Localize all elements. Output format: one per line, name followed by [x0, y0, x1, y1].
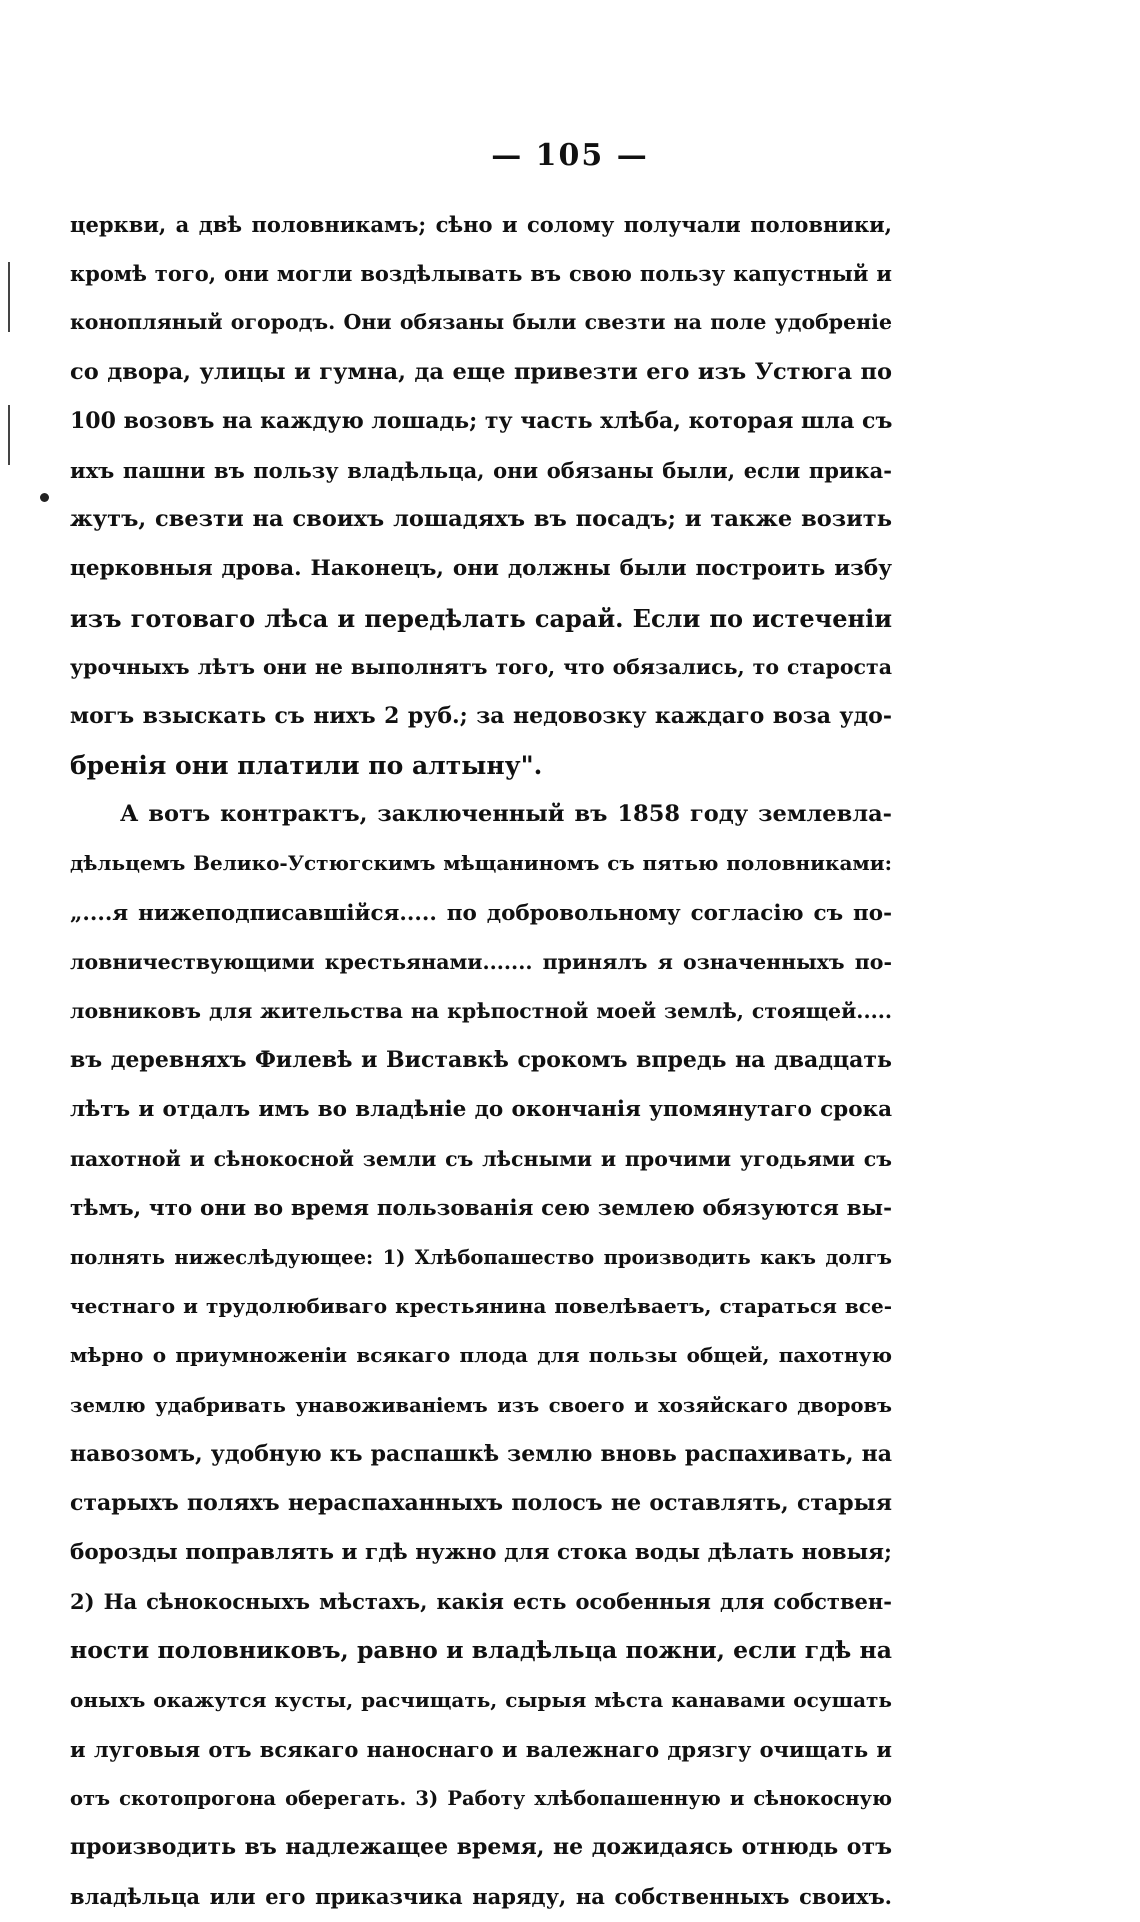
text-line: ловничествующими крестьянами....... принялъ я означенныхъ по-	[70, 949, 892, 974]
text-line: со двора, улицы и гумна, да еще привезти его изъ Устюга по	[70, 358, 892, 385]
text-line: кромѣ того, они могли воздѣлывать въ свою пользу капустный и	[70, 261, 892, 287]
text-line: ности половниковъ, равно и владѣльца пожни, если гдѣ на	[70, 1636, 892, 1665]
text-line: 100 возовъ на каждую лошадь; ту часть хлѣба, которая шла съ	[70, 407, 892, 434]
page-number: — 105 —	[491, 138, 649, 173]
text-line: тѣмъ, что они во время пользованія сею землею обязуются вы-	[70, 1195, 892, 1221]
text-line: 2) На сѣнокосныхъ мѣстахъ, какія есть особенныя для собствен-	[70, 1589, 892, 1615]
text-line: „....я нижеподписавшійся..... по добровольному согласію съ по-	[70, 900, 892, 926]
text-line: дѣльцемъ Велико-Устюгскимъ мѣщаниномъ съ пятью половниками:	[70, 851, 892, 876]
text-line: могъ взыскать съ нихъ 2 руб.; за недовозку каждаго воза удо-	[70, 702, 892, 729]
text-line: церковныя дрова. Наконецъ, они должны были построить избу	[70, 556, 892, 582]
text-body	[70, 200, 892, 1922]
text-line: землю удабривать унавоживаніемъ изъ своего и хозяйскаго дворовъ	[70, 1393, 892, 1417]
text-line: оныхъ окажутся кусты, расчищать, сырыя мѣста канавами осушать	[70, 1687, 892, 1712]
text-line: въ деревняхъ Филевѣ и Виставкѣ срокомъ впредь на двадцать	[70, 1047, 892, 1074]
text-line: лѣтъ и отдалъ имъ во владѣніе до окончанія упомянутаго срока	[70, 1097, 892, 1123]
text-line: борозды поправлять и гдѣ нужно для стока воды дѣлать новыя;	[70, 1540, 892, 1566]
text-line: конопляный огородъ. Они обязаны были свезти на поле удобреніе	[70, 310, 892, 335]
text-line: урочныхъ лѣтъ они не выполнятъ того, что обязались, то староста	[70, 654, 892, 679]
text-line: ихъ пашни въ пользу владѣльца, они обязаны были, если прика-	[70, 457, 892, 483]
text-line: навозомъ, удобную къ распашкѣ землю вновь распахивать, на	[70, 1440, 892, 1467]
margin-line-middle	[8, 405, 10, 465]
text-line: производить въ надлежащее время, не дожидаясь отнюдь отъ	[70, 1834, 892, 1861]
text-line: владѣльца или его приказчика наряду, на собственныхъ своихъ.	[70, 1884, 892, 1910]
text-line: бренія они платили по алтыну".	[70, 751, 543, 781]
text-line: честнаго и трудолюбиваго крестьянина повелѣваетъ, стараться все-	[70, 1294, 892, 1319]
text-line: изъ готоваго лѣса и передѣлать сарай. Если по истеченіи	[70, 603, 892, 633]
text-line: пахотной и сѣнокосной земли съ лѣсными и прочими угодьями съ	[70, 1146, 892, 1171]
text-line: полнять нижеслѣдующее: 1) Хлѣбопашество производить какъ долгъ	[70, 1245, 892, 1269]
text-line: церкви, а двѣ половникамъ; сѣно и солому получали половники,	[70, 212, 892, 237]
margin-mark	[40, 493, 49, 502]
margin-line-top	[8, 262, 10, 332]
text-line: старыхъ поляхъ нераспаханныхъ полосъ не оставлять, старыя	[70, 1489, 892, 1516]
text-line: ловниковъ для жительства на крѣпостной моей землѣ, стоящей.....	[70, 999, 892, 1023]
text-line: и луговыя отъ всякаго наноснаго и валежнаго дрязгу очищать и	[70, 1736, 892, 1762]
text-line: А вотъ контрактъ, заключенный въ 1858 году землевла-	[120, 801, 892, 828]
text-line: мѣрно о приумноженіи всякаго плода для пользы общей, пахотную	[70, 1343, 892, 1368]
text-line: жутъ, свезти на своихъ лошадяхъ въ посадъ; и также возить	[70, 506, 892, 533]
text-line: отъ скотопрогона оберегать. 3) Работу хлѣбопашенную и сѣнокосную	[70, 1787, 892, 1810]
